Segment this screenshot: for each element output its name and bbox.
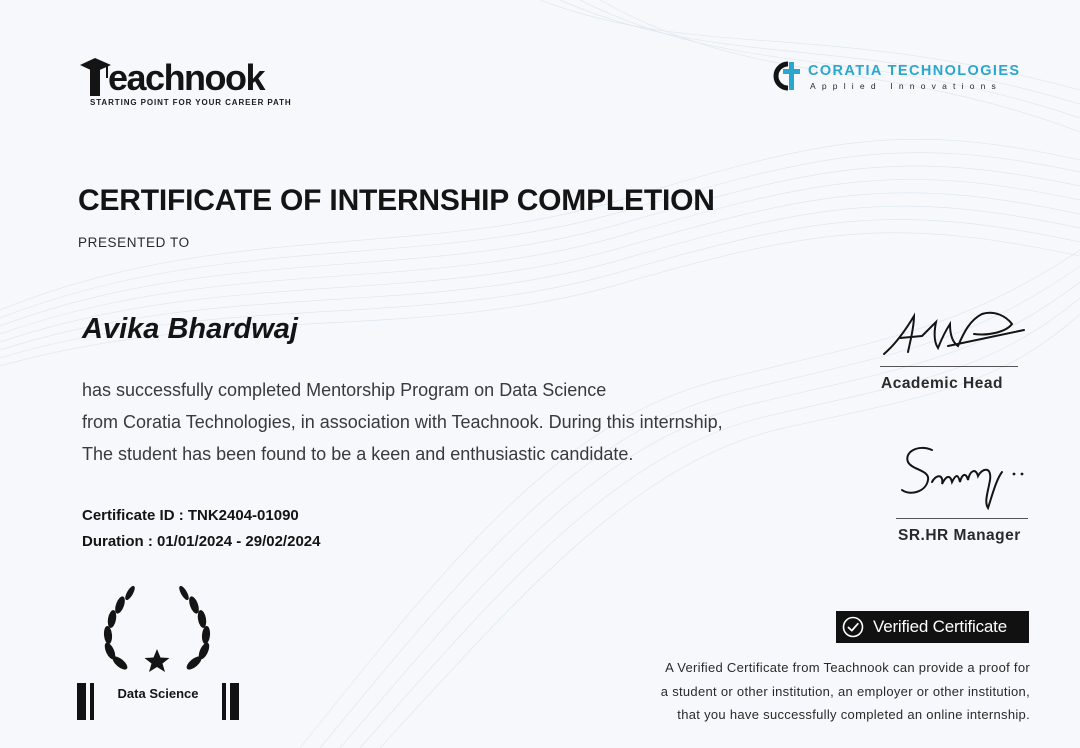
- coratia-logo: [772, 60, 1032, 96]
- certificate-title: CERTIFICATE OF INTERNSHIP COMPLETION: [78, 184, 715, 217]
- verified-note: [661, 656, 1030, 727]
- academic-head-signature: [878, 302, 1038, 364]
- academic-head-label: Academic Head: [881, 375, 1003, 392]
- certificate-body: [82, 374, 822, 470]
- hr-manager-label: SR.HR Manager: [898, 527, 1021, 544]
- teachnook-wordmark: eachnook: [108, 57, 265, 98]
- badge-bar-stripe: [77, 683, 86, 720]
- body-line: The student has been found to be a keen and enthusiastic candidate.: [82, 444, 634, 464]
- signature-line: [880, 366, 1018, 367]
- certificate-meta: [82, 503, 320, 555]
- badge-bar-stripe: [222, 683, 226, 720]
- presented-to-label: PRESENTED TO: [78, 235, 190, 250]
- signature-line: [896, 518, 1028, 519]
- duration: Duration : 01/01/2024 - 29/02/2024: [82, 533, 321, 550]
- badge-label: Data Science: [117, 686, 199, 701]
- check-circle-icon: [842, 616, 864, 638]
- coratia-name: CORATIA TECHNOLOGIES: [808, 63, 1021, 79]
- laurel-wreath-icon: [92, 585, 222, 677]
- verified-certificate-badge: [836, 611, 1029, 643]
- hr-manager-signature: [896, 440, 1036, 512]
- teachnook-logo: [78, 52, 298, 112]
- certificate-id: Certificate ID : TNK2404-01090: [82, 507, 299, 524]
- badge-bar-stripe: [90, 683, 94, 720]
- verified-note-line: that you have successfully completed an online internship.: [677, 707, 1030, 722]
- body-line: from Coratia Technologies, in association with Teachnook. During this internship,: [82, 412, 723, 432]
- body-line: has successfully completed Mentorship Program on Data Science: [82, 380, 607, 400]
- coratia-tagline: Applied Innovations: [810, 81, 1002, 91]
- verified-note-line: A Verified Certificate from Teachnook can provide a proof for: [665, 660, 1030, 675]
- badge-bar: [77, 683, 239, 720]
- verified-note-line: a student or other institution, an employer or other institution,: [660, 683, 1030, 699]
- coratia-cross-icon: [772, 60, 806, 92]
- graduation-cap-icon: [78, 56, 112, 98]
- verified-label: Verified Certificate: [873, 617, 1007, 636]
- teachnook-tagline: STARTING POINT FOR YOUR CAREER PATH: [90, 98, 292, 107]
- recipient-name: Avika Bhardwaj: [82, 313, 298, 345]
- badge-bar-stripe: [230, 683, 239, 720]
